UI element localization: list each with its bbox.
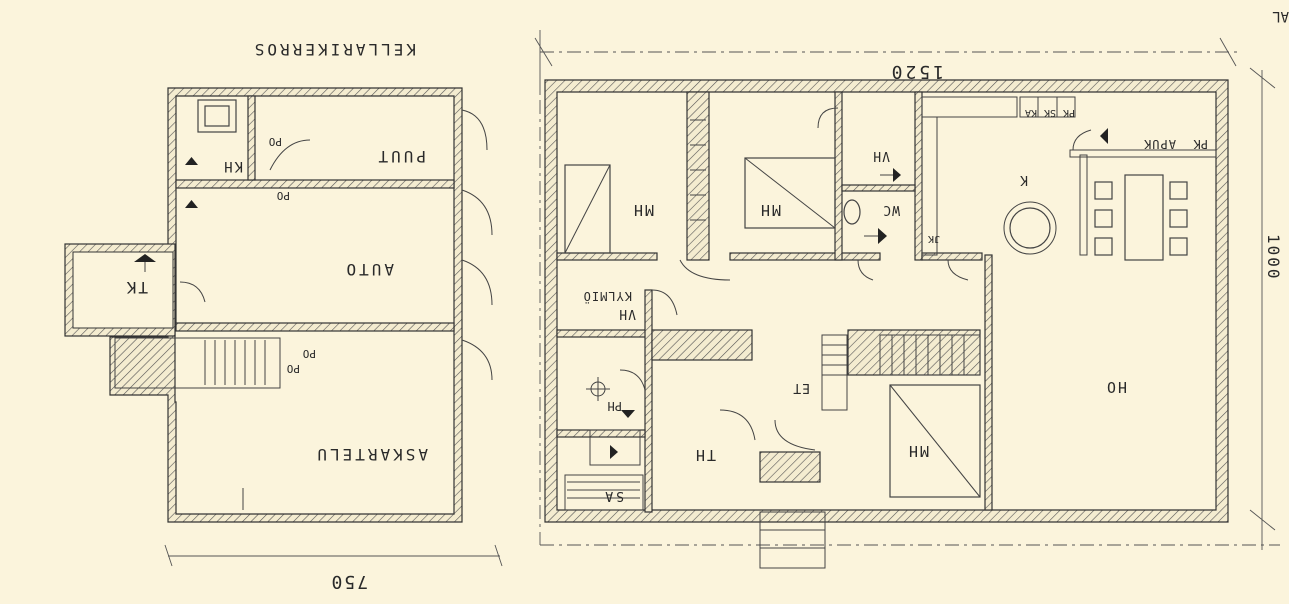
room-label-auto: AUTO (343, 260, 394, 279)
room-label-k: K (1020, 172, 1028, 187)
label-po-2: PO (276, 189, 290, 202)
basement-stairs (205, 340, 265, 385)
room-label-pk2: PK (1062, 107, 1075, 118)
main-depth-dimension: 1000 (1264, 234, 1283, 281)
room-label-mh3: MH (906, 442, 929, 460)
basement-plan (65, 40, 502, 592)
room-label-wc: WC (882, 202, 900, 217)
room-label-kh: KH (222, 158, 243, 174)
main-floor-plan (535, 8, 1289, 568)
room-label-mh2: MH (758, 201, 781, 219)
room-label-tk: TK (124, 278, 148, 297)
room-label-apuk: APUK (1143, 137, 1176, 151)
room-label-th: TH (693, 446, 716, 464)
room-label-puut: PUUT (375, 147, 426, 166)
toilet (844, 200, 860, 224)
dining-table (1095, 175, 1187, 260)
chimney (760, 452, 820, 482)
boiler (198, 100, 236, 132)
room-label-jk: JK (927, 233, 940, 244)
closet-mh (687, 92, 709, 260)
room-label-mh1: MH (631, 201, 654, 219)
label-po-4: PO (286, 362, 300, 375)
basement-dimension: 750 (329, 571, 368, 592)
kitchen-counter (922, 97, 1075, 255)
room-label-sk: SK (1043, 107, 1056, 118)
room-label-ph: PH (607, 399, 622, 413)
bed-mh1 (565, 165, 610, 253)
arrow-marker-2 (185, 200, 198, 208)
room-label-vh1: VH (872, 148, 890, 163)
label-po-1: PO (268, 135, 282, 148)
room-label-vh2: VH (618, 306, 636, 321)
room-label-pk1: PK (1193, 137, 1208, 151)
room-label-ka: KA (1024, 107, 1037, 118)
basement-title: KELLARIKERROS (251, 40, 416, 59)
room-label-sa: SA (602, 488, 624, 503)
main-width-dimension: 1520 (888, 61, 944, 82)
round-table (1004, 202, 1056, 254)
wall-kh-puut (248, 96, 255, 180)
bed-mh2 (745, 158, 835, 228)
arrow-marker-1 (185, 157, 198, 165)
label-po-3: PO (302, 347, 316, 360)
room-label-askartelu: ASKARTELU (314, 445, 428, 464)
wall-auto-askartelu (176, 323, 454, 331)
wall-puut-auto (176, 180, 454, 188)
room-label-et: ET (792, 380, 810, 395)
room-label-kylmio: KYLMIÖ (582, 289, 632, 303)
bed-mh3 (890, 385, 980, 497)
room-label-ho: HO (1104, 378, 1127, 396)
corner-mark: AL (1272, 8, 1289, 24)
